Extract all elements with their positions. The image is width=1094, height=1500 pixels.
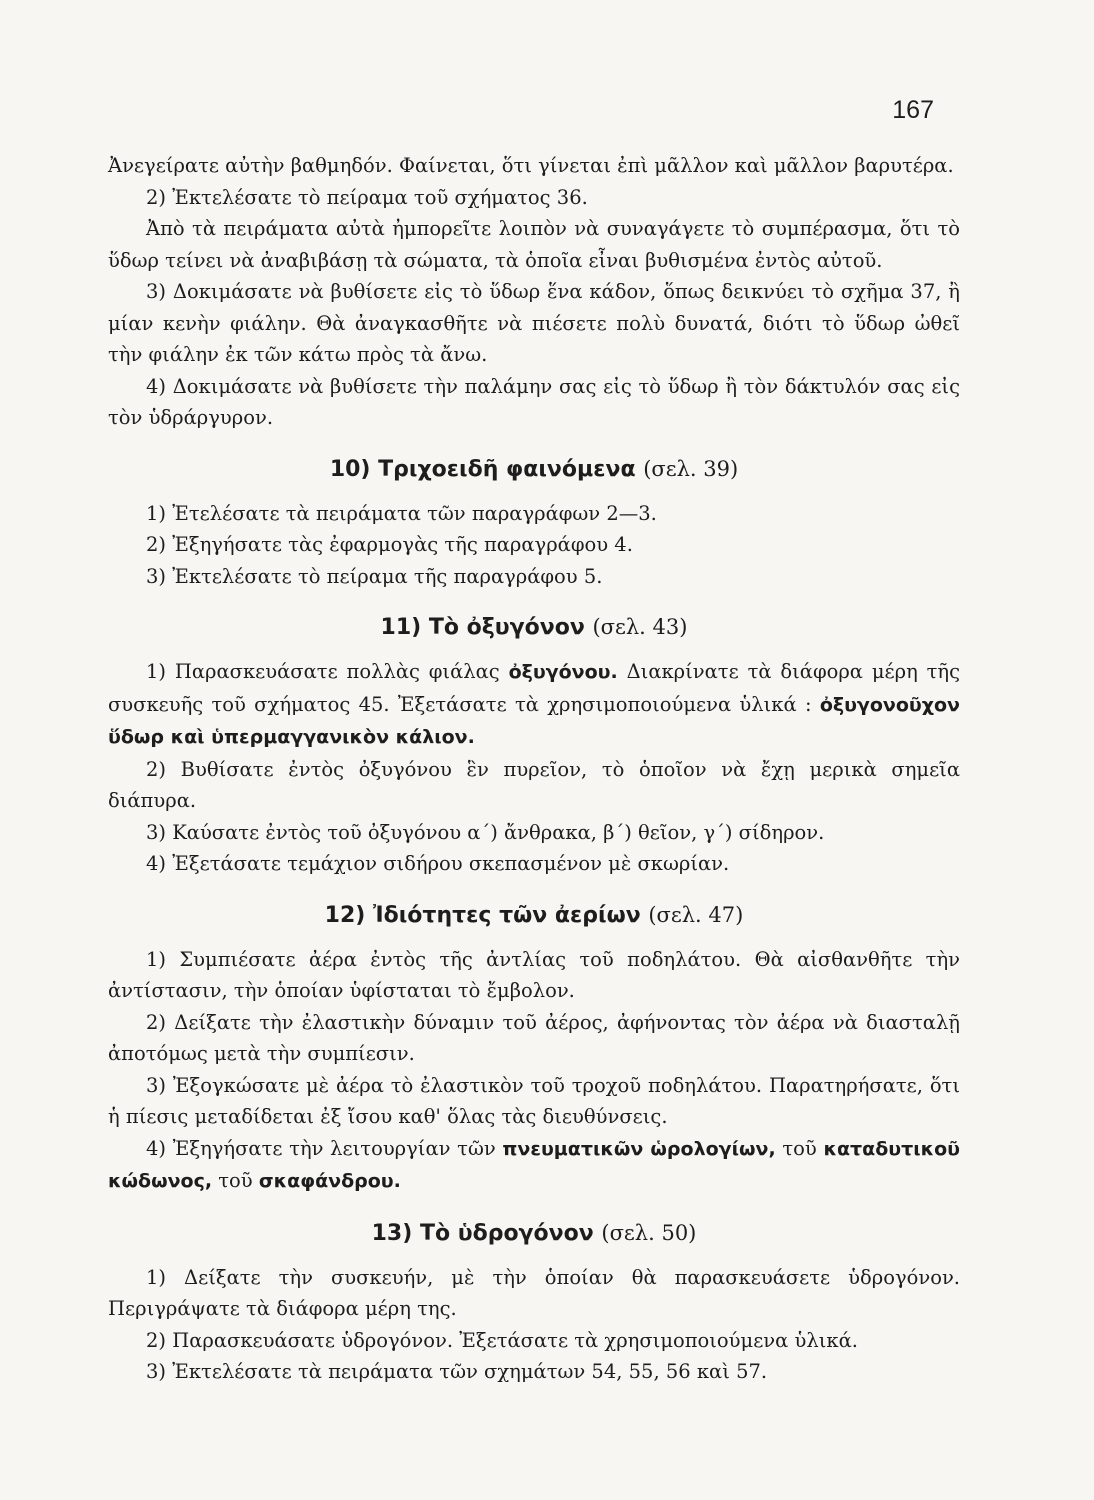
section-11-item-4: 4) Ἐξετάσατε τεμάχιον σιδήρου σκεπασμένον μὲ σκωρίαν. xyxy=(146,852,730,875)
section-13-item-2: 2) Παρασκευάσατε ὑδρογόνον. Ἐξετάσατε τὰ χρησιμοποιούμενα ὑλικά. xyxy=(146,1328,858,1352)
intro-item-3: 3) Δοκιμάσατε νὰ βυθίσετε εἰς τὸ ὕδωρ ἕνα κάδον, ὅπως δεικνύει τὸ σχῆμα 37, ἢ μίαν κενὴν φιάλην. Θὰ ἀναγκασθῆτε νὰ πιέσετε πολὺ δυνατά, διότι τὸ ὕδωρ ὠθεῖ τὴν φιάλην ἐκ τῶν κάτω πρὸς τὰ ἄνω. xyxy=(108,280,960,366)
intro-paragraph-1: Ἀνεγείρατε αὐτὴν βαθμηδόν. Φαίνεται, ὅτι γίνεται ἐπὶ μᾶλλον καὶ μᾶλλον βαρυτέρα. xyxy=(108,154,954,177)
section-11-item-1 xyxy=(108,656,960,754)
section-10-title: 10) Τριχοειδῆ φαινόμενα xyxy=(329,456,636,482)
section-10-item-1: 1) Ἐτελέσατε τὰ πειράματα τῶν παραγράφων 2—3. xyxy=(146,501,657,525)
section-11-item-2: 2) Βυθίσατε ἐντὸς ὀξυγόνου ἓν πυρεῖον, τὸ ὁποῖον νὰ ἔχῃ μερικὰ σημεῖα διάπυρα. xyxy=(108,757,960,812)
section-13-heading xyxy=(108,1212,960,1254)
section-12-item-4-bold-b: καταδυτικοῦ κώδωνος, xyxy=(108,1137,961,1192)
section-12-item-4-bold-c: σκαφάνδρου. xyxy=(258,1170,401,1192)
section-11-heading xyxy=(108,606,960,648)
section-11-page-ref: (σελ. 43) xyxy=(592,615,688,639)
section-12-heading xyxy=(108,894,960,936)
section-11-item-1-bold-a: ὀξυγόνου. xyxy=(508,661,618,683)
intro-item-4: 4) Δοκιμάσατε νὰ βυθίσετε τὴν παλάμην σας εἰς τὸ ὕδωρ ἢ τὸν δάκτυλόν σας εἰς τὸν ὑδράργυρον. xyxy=(108,374,960,429)
page-body xyxy=(108,150,960,1388)
section-11-item-1-text-a: 1) Παρασκευάσατε πολλὰς φιάλας xyxy=(146,660,500,683)
section-12-item-4-bold-a: πνευματικῶν ὡρολογίων, xyxy=(502,1137,776,1160)
section-10-page-ref: (σελ. 39) xyxy=(643,456,739,481)
section-13-item-1: 1) Δείξατε τὴν συσκευήν, μὲ τὴν ὁποίαν θὰ παρασκευάσετε ὑδρογόνον. Περιγράψατε τὰ διάφορα μέρη της. xyxy=(108,1265,960,1320)
section-13-item-3: 3) Ἐκτελέσατε τὰ πειράματα τῶν σχημάτων 54, 55, 56 καὶ 57. xyxy=(146,1360,768,1383)
section-12-item-2: 2) Δείξατε τὴν ἐλαστικὴν δύναμιν τοῦ ἀέρος, ἀφήνοντας τὸν ἀέρα νὰ διασταλῇ ἀποτόμως μετὰ τὴν συμπίεσιν. xyxy=(108,1010,960,1065)
section-13-title: 13) Τὸ ὑδρογόνον xyxy=(371,1220,594,1246)
intro-item-2: 2) Ἐκτελέσατε τὸ πείραμα τοῦ σχήματος 36. xyxy=(146,185,588,209)
section-11-item-1-bold-b: ὀξυγονοῦχον ὕδωρ καὶ ὑπερμαγγανικὸν κάλιον. xyxy=(108,693,960,748)
section-13-page-ref: (σελ. 50) xyxy=(601,1220,697,1245)
section-12-title: 12) Ἰδιότητες τῶν ἀερίων xyxy=(324,902,641,928)
section-11-item-3: 3) Καύσατε ἐντὸς τοῦ ὀξυγόνου α΄) ἄνθρακα, β΄) θεῖον, γ΄) σίδηρον. xyxy=(146,820,825,844)
section-10-heading xyxy=(108,448,960,490)
section-11-title: 11) Τὸ ὀξυγόνον xyxy=(380,615,585,640)
section-11-item-1-text-b: Διακρίνατε τὰ διάφορα μέρη τῆς συσκευῆς τοῦ σχήματος 45. Ἐξετάσατε τὰ χρησιμοποιούμενα ὑλικά : xyxy=(108,660,961,716)
section-12-page-ref: (σελ. 47) xyxy=(648,902,744,927)
section-12-item-3: 3) Ἐξογκώσατε μὲ ἀέρα τὸ ἐλαστικὸν τοῦ τροχοῦ ποδηλάτου. Παρατηρήσατε, ὅτι ἡ πίεσις μεταδίδεται ἐξ ἴσου καθ' ὅλας τὰς διευθύνσεις. xyxy=(108,1073,960,1128)
section-12-item-4-text-c: τοῦ xyxy=(218,1169,253,1192)
page-number: 167 xyxy=(892,96,934,124)
section-12-item-4-text-a: 4) Ἐξηγήσατε τὴν λειτουργίαν τῶν xyxy=(146,1136,496,1160)
section-12-item-4-text-b: τοῦ xyxy=(782,1136,817,1160)
section-10-item-3: 3) Ἐκτελέσατε τὸ πείραμα τῆς παραγράφου 5. xyxy=(146,564,603,588)
section-10-item-2: 2) Ἐξηγήσατε τὰς ἐφαρμογὰς τῆς παραγράφου 4. xyxy=(146,533,633,556)
section-12-item-1: 1) Συμπιέσατε ἀέρα ἐντὸς τῆς ἀντλίας τοῦ ποδηλάτου. Θὰ αἰσθανθῆτε τὴν ἀντίστασιν, τὴν ὁποίαν ὑφίσταται τὸ ἔμβολον. xyxy=(108,947,960,1002)
section-12-item-4 xyxy=(108,1133,960,1198)
intro-conclusion: Ἀπὸ τὰ πειράματα αὐτὰ ἠμπορεῖτε λοιπὸν νὰ συναγάγετε τὸ συμπέρασμα, ὅτι τὸ ὕδωρ τείνει νὰ ἀναβιβάσῃ τὰ σώματα, τὰ ὁποῖα εἶναι βυθισμένα ἐντὸς αὐτοῦ. xyxy=(108,217,960,272)
